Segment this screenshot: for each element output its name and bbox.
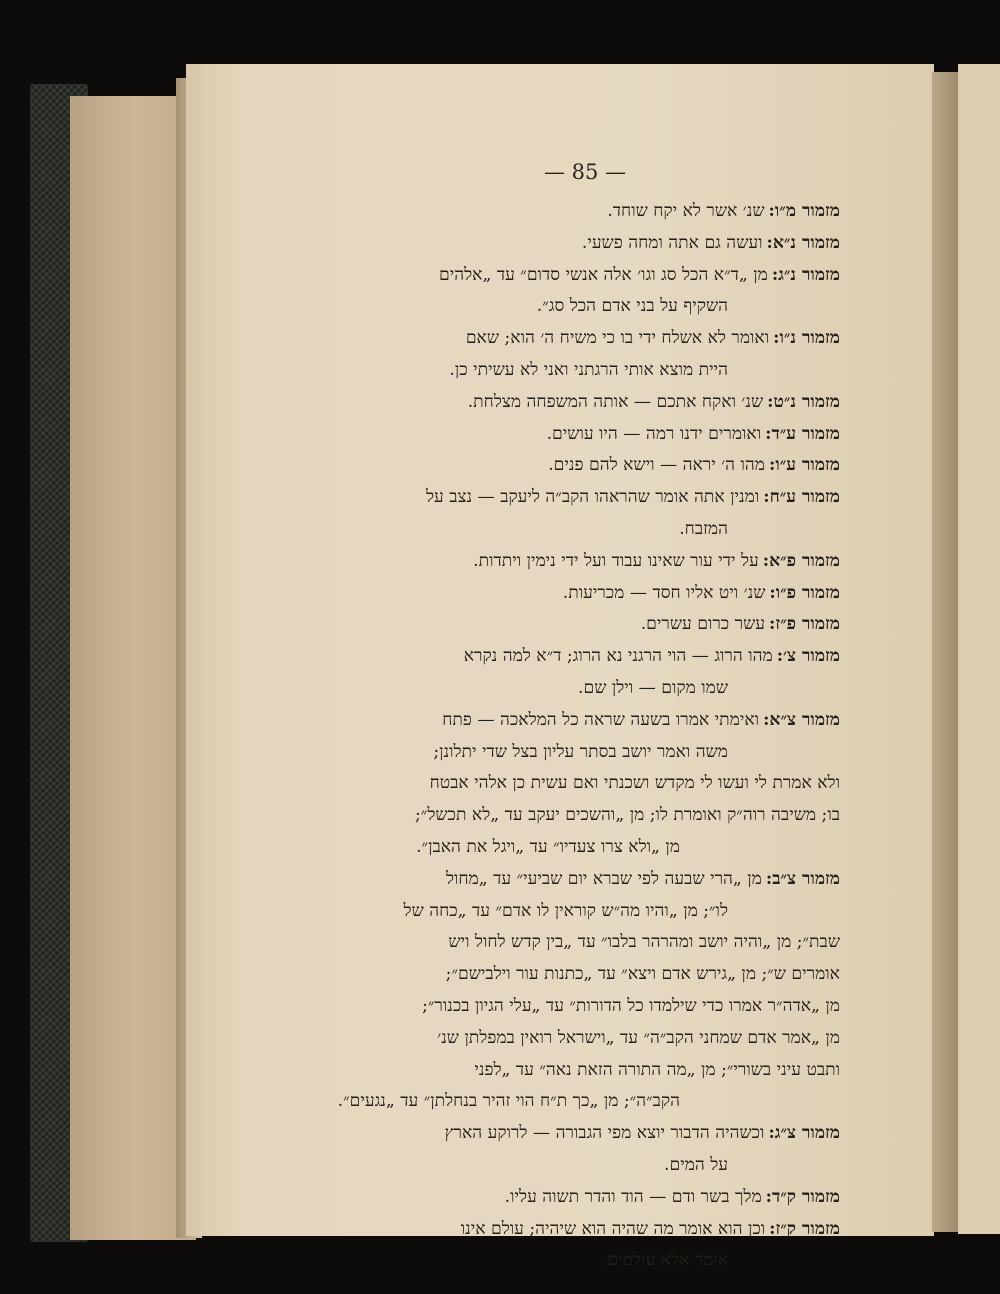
psalm-label: מזמור ע״ו: — [769, 455, 840, 476]
entry-text-line: המזבח. — [679, 518, 728, 539]
psalm-entry — [330, 609, 840, 641]
psalm-label: מזמור נ״א: — [766, 232, 840, 253]
entry-text-line: היית מוצא אותי הרגתני ואני לא עשיתי כן. — [449, 359, 728, 380]
entry-text-line: מהו הרוג — הוי הרגני נא הרוג; ד״א למה נקרא — [463, 646, 773, 667]
psalm-label: מזמור צ׳: — [776, 646, 840, 667]
page-fore-edge — [932, 72, 960, 1232]
psalm-label: מזמור מ״ו: — [768, 201, 840, 221]
page-text — [330, 196, 840, 1271]
psalm-entry — [330, 196, 840, 228]
entry-text-line: וכשהיה הדבור יוצא מפי הגבורה — לרוקע הארץ — [444, 1123, 765, 1144]
psalm-label: מזמור ע״ד: — [765, 423, 840, 444]
entry-text-line: אומר אלא עולמים. — [602, 1250, 728, 1271]
entry-text-line: ואומרים ידנו רמה — היו עושים. — [546, 423, 762, 444]
psalm-entry — [330, 228, 840, 260]
psalm-label: מזמור פ״ו: — [769, 582, 840, 603]
psalm-entry — [330, 641, 840, 705]
entry-text-line: מלך בשר ודם — הוד והדר תשוה עליו. — [504, 1186, 762, 1207]
entry-text-line: ומנין אתה אומר שהראהו הקב״ה ליעקב — נצב על — [425, 487, 760, 508]
psalm-label: מזמור פ״ז: — [768, 614, 840, 635]
psalm-entry — [330, 419, 840, 451]
entry-text-line: ואימתי אמרו בשעה שראה כל המלאכה — פתח — [442, 709, 760, 730]
psalm-entry — [330, 705, 840, 769]
psalm-label: מזמור פ״א: — [762, 550, 840, 571]
body-text-line: אומרים ש״; מן „גירש אדם ויצא״ עד „כתנות עור וילבישם״; — [445, 964, 840, 985]
psalm-entry — [330, 578, 840, 610]
body-text-line: מן „אמר אדם שמחני הקב״ה״ עד „וישראל רואין במפלתן שנ׳ — [437, 1027, 840, 1048]
next-page-sliver — [958, 64, 1000, 1234]
psalm-entry — [330, 1182, 840, 1214]
entry-text-line: משה ואמר יושב בסתר עליון בצל שדי יתלונן; — [433, 741, 728, 762]
entry-text-line: שנ׳ אשר לא יקח שוחד. — [607, 201, 765, 221]
entry-text-line: לו״; מן „והיו מה״ש קוראין לו אדם״ עד „כחה של — [403, 900, 728, 921]
entry-text-line: שנ׳ ויט אליו חסד — מכריעות. — [562, 582, 766, 603]
entry-text-line: שנ׳ ואקח אתכם — אותה המשפחה מצלחת. — [467, 391, 764, 412]
psalm-entry — [330, 260, 840, 324]
body-text-line: מן „ולא צרו צעדיו״ עד „ויגל את האבן״. — [416, 836, 680, 857]
body-text-line: מן „אדה״ר אמרו כדי שילמדו כל הדורות״ עד „עלי הגיון בכנור״; — [422, 995, 840, 1016]
entry-text-line: על ידי עור שאינו עבוד ועל ידי נימין ויתדות. — [473, 550, 759, 571]
psalm-entry — [330, 323, 840, 387]
entry-text-line: עשר כרום עשרים. — [640, 614, 765, 635]
entry-text-line: השקיף על בני אדם הכל סג״. — [536, 296, 728, 317]
entry-text-line: ואומר לא אשלח ידי בו כי משיח ה׳ הוא; שאם — [465, 328, 770, 349]
body-text-line: בו; משיבה רוה״ק ואומרת לו; מן „והשכים יעקב עד „לא תכשל״; — [415, 805, 840, 826]
psalm-label: מזמור צ״א: — [763, 709, 840, 730]
psalm-label: מזמור ק״ז: — [769, 1218, 840, 1239]
entry-text-line: מן „ד״א הכל סג וגו׳ אלה אנשי סדום״ עד „אלהים — [439, 264, 768, 285]
psalm-entry — [330, 387, 840, 419]
entry-text-line: ועשה גם אתה ומחה פשעי. — [581, 232, 763, 253]
psalm-entry — [330, 482, 840, 546]
psalm-label: מזמור ע״ח: — [763, 487, 840, 508]
body-text-line: הקב״ה״; מן „כך ת״ח הוי זהיר בנחלתן״ עד „נגעים״. — [337, 1091, 680, 1112]
entry-text-line: על המים. — [664, 1154, 728, 1175]
entry-text-line: וכן הוא אומר מה שהיה הוא שיהיה; עולם אינו — [460, 1218, 766, 1239]
entry-text-line: מהו ה׳ יראה — וישא להם פנים. — [548, 455, 765, 476]
psalm-label: מזמור צ״ב: — [765, 868, 840, 889]
psalm-label: מזמור נ״ג: — [771, 264, 840, 285]
entry-text-line: שמו מקום — וילן שם. — [578, 677, 728, 698]
psalm-label: מזמור נ״ט: — [767, 391, 840, 412]
body-text-line: ותבט עיני בשורי״; מן „מה התורה הזאת נאה״ עד „לפני — [474, 1059, 840, 1080]
body-text-line: ולא אמרת לי ועשו לי מקדש ושכנתי ואם עשית כן אלהי אבטח — [429, 773, 840, 794]
entry-text-line: מן „הרי שבעה לפי שברא יום שביעי״ עד „מחול — [445, 868, 762, 889]
psalm-entry — [330, 864, 840, 928]
page-number: — 85 — — [543, 160, 627, 184]
psalm-label: מזמור צ״ג: — [768, 1123, 840, 1144]
psalm-entry — [330, 1214, 840, 1278]
psalm-entry — [330, 450, 840, 482]
psalm-label: מזמור ק״ד: — [765, 1186, 840, 1207]
psalm-entry — [330, 1118, 840, 1182]
body-text-line: שבת״; מן „והיה יושב ומהרהר בלבו״ עד „בין קדש לחול ויש — [448, 932, 840, 953]
psalm-label: מזמור נ״ו: — [773, 328, 840, 349]
psalm-entry — [330, 546, 840, 578]
